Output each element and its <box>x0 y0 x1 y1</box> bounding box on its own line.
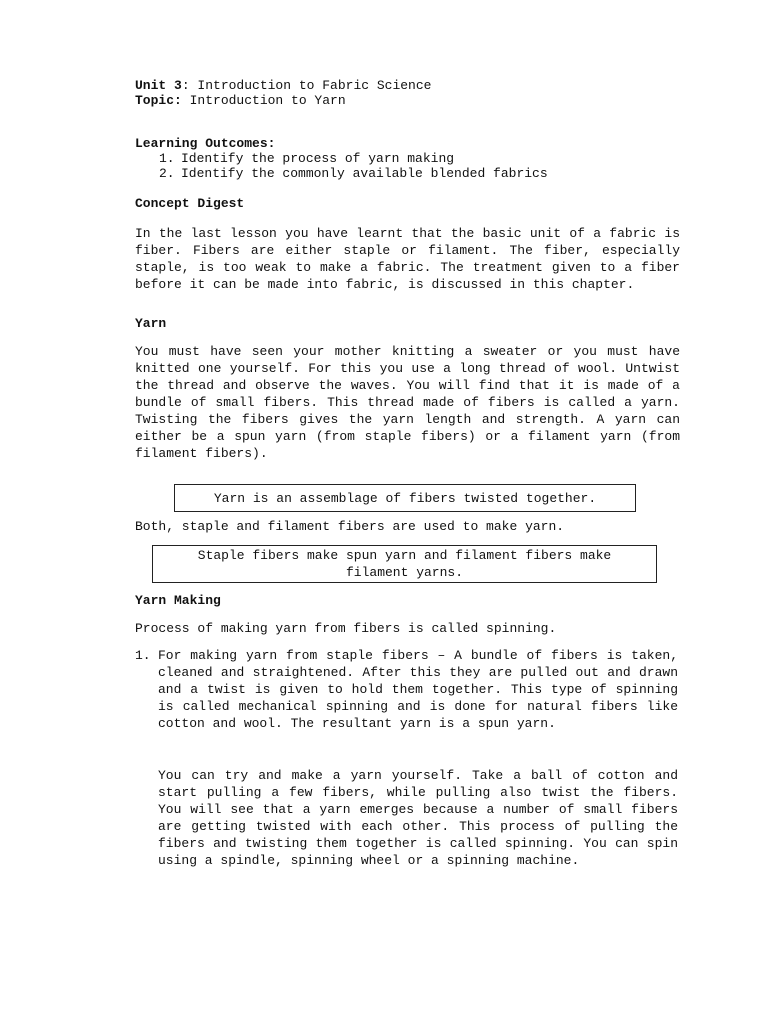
unit-title: : Introduction to Fabric Science <box>181 78 432 93</box>
list-number: 1. <box>135 648 151 663</box>
unit-line <box>135 78 431 93</box>
unit-label: Unit 3 <box>135 78 182 93</box>
try-spinning-paragraph: You can try and make a yarn yourself. Take a ball of cotton and start pulling a few fibers, while pulling also twist the fibers. You will see that a yarn emerges because a number of small fibers are getting twisted with each other. This process of pulling the fibers and twisting them together is called spinning. You can spin using a spindle, spinning wheel or a spinning machine. <box>158 768 678 868</box>
outcome-text: Identify the process of yarn making <box>181 151 455 166</box>
yarn-paragraph: You must have seen your mother knitting a sweater or you must have knitted one yourself. For this you use a long thread of wool. Untwist the thread and observe the waves. You will find that it is made of a bundle of small fibers. This thread made of fibers is called a yarn. Twisting the fibers gives the yarn length and strength. A yarn can either be a spun yarn (from staple fibers) or a filament yarn (from filament fibers). <box>135 344 680 461</box>
outcome-number: 2. <box>159 166 175 181</box>
topic-title: Introduction to Yarn <box>181 93 346 108</box>
spinning-intro: Process of making yarn from fibers is called spinning. <box>135 621 557 636</box>
topic-label: Topic: <box>135 93 182 108</box>
outcome-text: Identify the commonly available blended fabrics <box>181 166 548 181</box>
spun-filament-box: Staple fibers make spun yarn and filament fibers make filament yarns. <box>152 545 657 583</box>
concept-digest-heading: Concept Digest <box>135 196 245 211</box>
staple-spinning-paragraph: For making yarn from staple fibers – A bundle of fibers is taken, cleaned and straightened. After this they are pulled out and drawn and a twist is given to hold them together. This type of spinning is called mechanical spinning and is done for natural fibers like cotton and wool. The resultant yarn is a spun yarn. <box>158 648 678 731</box>
both-fibers-text: Both, staple and filament fibers are used to make yarn. <box>135 519 565 534</box>
concept-digest-paragraph: In the last lesson you have learnt that the basic unit of a fabric is fiber. Fibers are either staple or filament. The fiber, especially staple, is too weak to make a fabric. The treatment given to a fiber before it can be made into fabric, is discussed in this chapter. <box>135 226 680 292</box>
yarn-making-heading: Yarn Making <box>135 593 221 608</box>
yarn-heading: Yarn <box>135 316 167 331</box>
definition-box: Yarn is an assemblage of fibers twisted together. <box>174 484 636 512</box>
outcome-number: 1. <box>159 151 175 166</box>
learning-outcomes-heading: Learning Outcomes: <box>135 136 276 151</box>
topic-line <box>135 93 346 108</box>
